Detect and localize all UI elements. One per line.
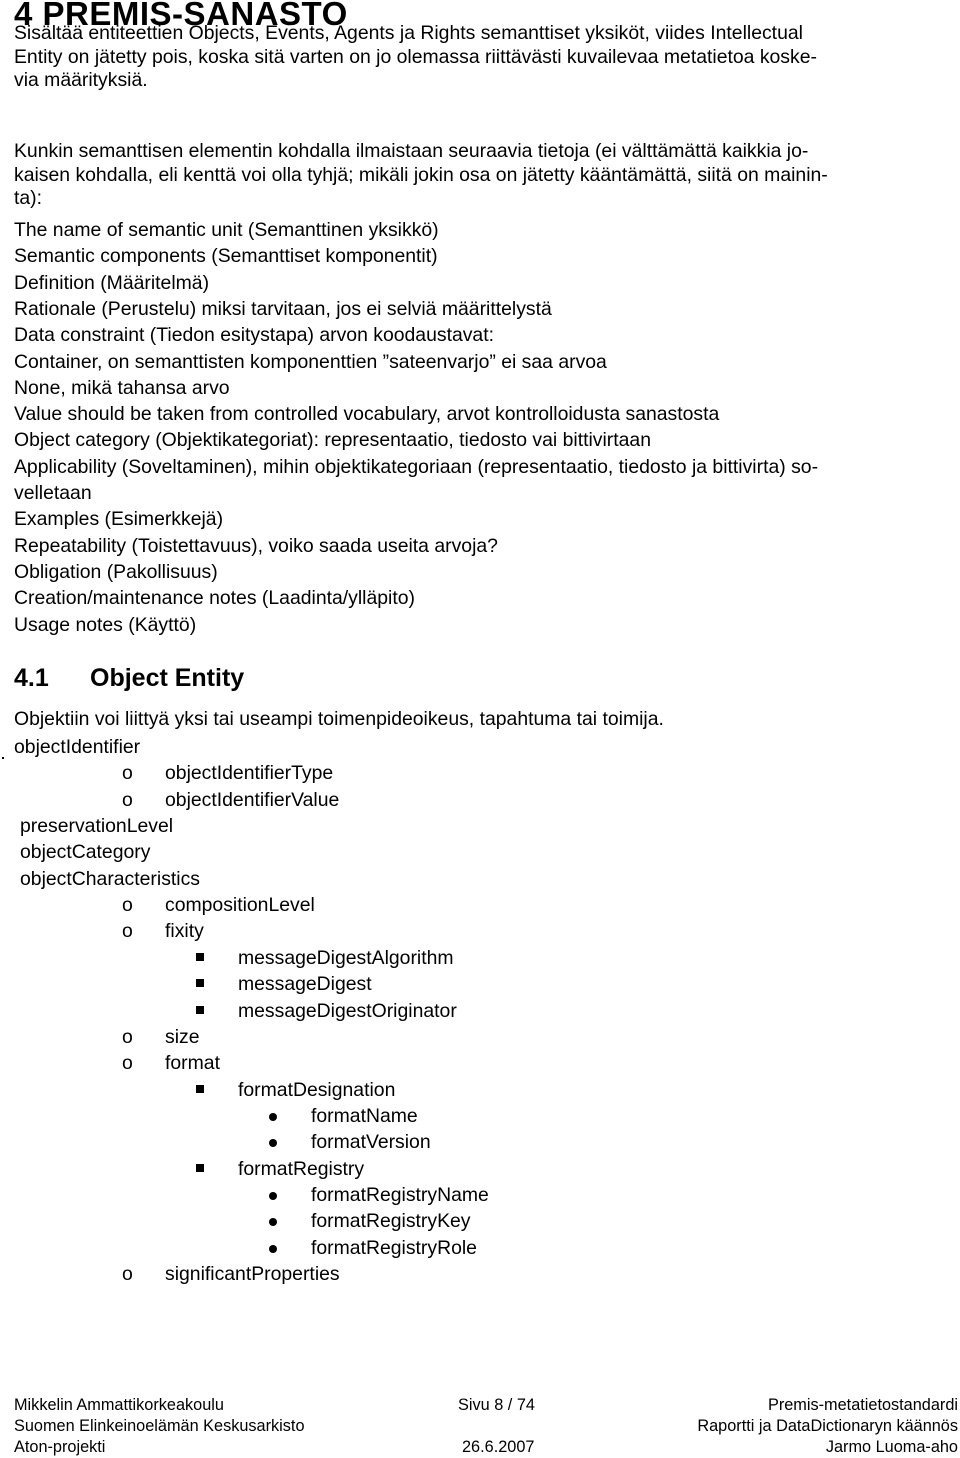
tree-item: formatRegistry — [238, 1157, 365, 1180]
square-bullet-icon — [196, 1085, 204, 1093]
explain-line-1: Kunkin semanttisen elementin kohdalla ilmaistaan seuraavia tietoja (ei välttämättä kaikkia jo- — [14, 140, 809, 162]
section-intro: Objektiin voi liittyä yksi tai useampi toimenpideoikeus, tapahtuma tai toimija. — [14, 708, 664, 730]
tree-item: objectIdentifierValue — [165, 788, 340, 811]
tree-item: objectCharacteristics — [20, 867, 200, 890]
field-line-8: Value should be taken from controlled vocabulary, arvot kontrolloidusta sanastosta — [14, 403, 720, 426]
circle-bullet-icon: o — [122, 1025, 133, 1048]
footer-date: 26.6.2007 — [462, 1438, 535, 1456]
footer-right-2: Raportti ja DataDictionaryn käännös — [697, 1417, 958, 1435]
tree-item: preservationLevel — [20, 815, 174, 838]
tree-item: objectIdentifierType — [165, 762, 334, 785]
tree-item: format — [165, 1052, 220, 1075]
explain-line-2: kaisen kohdalla, eli kenttä voi olla tyhjä; mikäli jokin osa on jätetty kääntämättä, siitä on mainin- — [14, 163, 828, 186]
tree-item: messageDigestAlgorithm — [238, 946, 454, 969]
chapter-heading: 4 PREMIS-SANASTO — [14, 0, 348, 32]
footer-right-1: Premis-metatietostandardi — [767, 1396, 958, 1414]
tree-item: objectCategory — [20, 841, 151, 864]
tree-item: objectIdentifier — [14, 736, 141, 758]
field-line-4: Rationale (Perustelu) miksi tarvitaan, jos ei selviä määrittelystä — [14, 297, 552, 320]
tree-item: size — [165, 1025, 200, 1048]
circle-bullet-icon: o — [122, 894, 133, 917]
field-line-2: Semantic components (Semanttiset komponentit) — [14, 245, 438, 268]
dot-bullet-icon — [269, 1192, 277, 1200]
tree-item: formatRegistryRole — [311, 1236, 477, 1259]
dot-bullet-icon — [269, 1245, 277, 1253]
square-bullet-icon — [196, 953, 204, 961]
stray-mark — [2, 757, 4, 759]
circle-bullet-icon: o — [122, 920, 133, 943]
square-bullet-icon — [196, 1006, 204, 1014]
footer-page-number: Sivu 8 / 74 — [458, 1396, 535, 1414]
square-bullet-icon — [196, 1164, 204, 1172]
tree-item: formatRegistryName — [311, 1183, 489, 1206]
circle-bullet-icon: o — [122, 1263, 133, 1285]
field-line-13: Repeatability (Toistettavuus), voiko saada useita arvoja? — [14, 534, 498, 557]
circle-bullet-icon: o — [122, 762, 133, 785]
dot-bullet-icon — [269, 1139, 277, 1147]
circle-bullet-icon: o — [122, 1052, 133, 1075]
explain-line-3: ta): — [14, 187, 43, 209]
tree-item: compositionLevel — [165, 894, 315, 917]
field-line-12: Examples (Esimerkkejä) — [14, 508, 224, 531]
field-line-1: The name of semantic unit (Semanttinen yksikkö) — [14, 219, 439, 241]
field-line-6: Container, on semanttisten komponenttien ”sateenvarjo” ei saa arvoa — [14, 350, 607, 373]
tree-item: messageDigest — [238, 973, 372, 996]
tree-item: formatDesignation — [238, 1078, 396, 1101]
field-line-5: Data constraint (Tiedon esitystapa) arvon koodaustavat: — [14, 324, 494, 347]
field-line-3: Definition (Määritelmä) — [14, 271, 210, 294]
tree-item: significantProperties — [165, 1263, 340, 1285]
intro-line-1: Sisältää entiteettien Objects, Events, Agents ja Rights semanttiset yksiköt, viides Intellectual — [14, 22, 803, 44]
dot-bullet-icon — [269, 1113, 277, 1121]
section-heading — [14, 662, 244, 694]
square-bullet-icon — [196, 979, 204, 987]
section-number: 4.1 — [14, 664, 49, 692]
intro-line-2: Entity on jätetty pois, koska sitä varten on jo olemassa riittävästi kuvailevaa metatietoa koske- — [14, 45, 817, 68]
tree-item: fixity — [165, 920, 204, 943]
footer-left-1: Mikkelin Ammattikorkeakoulu — [14, 1396, 224, 1414]
tree-item: formatName — [311, 1104, 418, 1127]
footer-right-3: Jarmo Luoma-aho — [825, 1438, 958, 1456]
tree-item: formatVersion — [311, 1131, 431, 1154]
footer-left-2: Suomen Elinkeinoelämän Keskusarkisto — [14, 1417, 305, 1435]
dot-bullet-icon — [269, 1218, 277, 1226]
field-line-7: None, mikä tahansa arvo — [14, 376, 230, 399]
section-title: Object Entity — [90, 664, 245, 692]
field-line-15: Creation/maintenance notes (Laadinta/ylläpito) — [14, 587, 415, 610]
field-line-14: Obligation (Pakollisuus) — [14, 560, 218, 583]
field-line-9: Object category (Objektikategoriat): representaatio, tiedosto vai bittivirtaan — [14, 429, 651, 452]
intro-line-3: via määrityksiä. — [14, 69, 148, 91]
field-line-11: velletaan — [14, 482, 92, 504]
footer-left-3: Aton-projekti — [14, 1438, 106, 1456]
circle-bullet-icon: o — [122, 788, 133, 811]
tree-item: messageDigestOriginator — [238, 999, 457, 1022]
tree-item: formatRegistryKey — [311, 1210, 471, 1233]
field-line-16: Usage notes (Käyttö) — [14, 613, 197, 636]
field-line-10: Applicability (Soveltaminen), mihin objektikategoriaan (representaatio, tiedosto ja bittivirta) so- — [14, 455, 819, 478]
